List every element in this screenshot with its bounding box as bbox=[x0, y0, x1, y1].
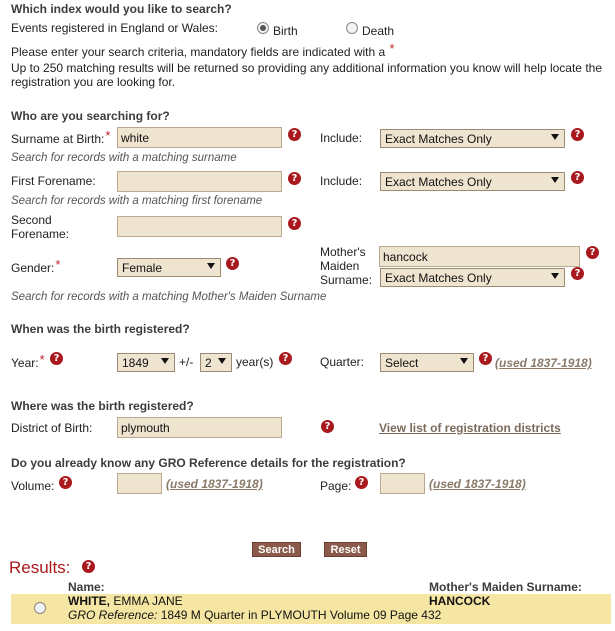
result-gro-label: GRO Reference: bbox=[68, 608, 158, 622]
plus-minus-label: +/- bbox=[179, 355, 194, 369]
surname-include-label: Include: bbox=[320, 131, 363, 145]
mmn-include-value: Exact Matches Only bbox=[385, 271, 492, 285]
mmn-input[interactable]: hancock bbox=[379, 246, 580, 267]
year-label bbox=[11, 352, 45, 370]
surname-include-help-icon[interactable]: ? bbox=[571, 128, 584, 141]
mandatory-text: Please enter your search criteria, mandatory fields are indicated with a bbox=[11, 45, 386, 59]
first-forename-help-icon[interactable]: ? bbox=[288, 172, 301, 185]
surname-label-text: Surname at Birth: bbox=[11, 132, 105, 146]
result-surname: WHITE, bbox=[68, 594, 110, 608]
second-forename-help-icon[interactable]: ? bbox=[288, 217, 301, 230]
quarter-select[interactable] bbox=[380, 353, 474, 372]
index-label: Events registered in England or Wales: bbox=[11, 21, 218, 35]
gender-help-icon[interactable]: ? bbox=[226, 257, 239, 270]
surname-input[interactable]: white bbox=[117, 127, 282, 148]
first-forename-input[interactable] bbox=[117, 171, 282, 192]
chevron-down-icon bbox=[161, 358, 169, 364]
quarter-label: Quarter: bbox=[320, 355, 365, 369]
year-label-text: Year: bbox=[11, 356, 39, 370]
year-help-icon[interactable]: ? bbox=[50, 352, 63, 365]
required-marker: * bbox=[39, 352, 45, 367]
result-name bbox=[68, 594, 183, 608]
mmn-label-2: Maiden bbox=[320, 259, 360, 273]
who-heading: Who are you searching for? bbox=[11, 109, 170, 123]
birth-radio[interactable] bbox=[257, 22, 269, 34]
volume-used-note[interactable]: (used 1837-1918) bbox=[166, 477, 263, 491]
surname-hint: Search for records with a matching surname bbox=[11, 152, 237, 164]
death-radio[interactable] bbox=[346, 22, 358, 34]
result-gro-reference bbox=[68, 608, 441, 622]
mmn-hint: Search for records with a matching Mother's Maiden Surname bbox=[11, 291, 327, 303]
mmn-label-3: Surname: bbox=[320, 273, 373, 287]
first-include-label: Include: bbox=[320, 174, 363, 188]
gender-value: Female bbox=[122, 261, 163, 275]
gender-select[interactable] bbox=[117, 258, 221, 277]
page-used-note[interactable]: (used 1837-1918) bbox=[429, 477, 526, 491]
year-select[interactable] bbox=[117, 353, 175, 372]
mmn-include-help-icon[interactable]: ? bbox=[571, 267, 584, 280]
results-note-2: registration you are looking for. bbox=[11, 75, 176, 89]
mmn-include-select[interactable] bbox=[380, 268, 565, 287]
reset-button[interactable]: Reset bbox=[324, 542, 367, 557]
year-range-help-icon[interactable]: ? bbox=[279, 352, 292, 365]
volume-help-icon[interactable]: ? bbox=[59, 476, 72, 489]
where-heading: Where was the birth registered? bbox=[11, 399, 194, 413]
surname-include-select[interactable] bbox=[380, 129, 565, 148]
first-forename-label: First Forename: bbox=[11, 174, 96, 188]
chevron-down-icon bbox=[460, 358, 468, 364]
birth-radio-label: Birth bbox=[273, 24, 298, 38]
quarter-help-icon[interactable]: ? bbox=[479, 352, 492, 365]
year-value: 1849 bbox=[122, 356, 149, 370]
quarter-used-note[interactable]: (used 1837-1918) bbox=[495, 356, 592, 370]
mmn-help-icon[interactable]: ? bbox=[586, 246, 599, 259]
second-forename-label-2: Forename: bbox=[11, 227, 70, 241]
volume-input[interactable] bbox=[117, 473, 162, 494]
page-input[interactable] bbox=[380, 473, 425, 494]
result-select-radio[interactable] bbox=[34, 602, 46, 614]
chevron-down-icon bbox=[551, 134, 559, 140]
gro-heading: Do you already know any GRO Reference details for the registration? bbox=[11, 456, 406, 470]
view-districts-link[interactable]: View list of registration districts bbox=[379, 421, 561, 435]
years-label: year(s) bbox=[236, 355, 274, 369]
quarter-value: Select bbox=[385, 356, 419, 370]
second-forename-label-1: Second bbox=[11, 213, 52, 227]
required-marker: * bbox=[55, 257, 61, 272]
when-heading: When was the birth registered? bbox=[11, 322, 190, 336]
second-forename-input[interactable] bbox=[117, 216, 282, 237]
chevron-down-icon bbox=[207, 263, 215, 269]
results-help-icon[interactable]: ? bbox=[82, 560, 95, 573]
gender-label bbox=[11, 257, 61, 275]
year-range-value: 2 bbox=[205, 356, 212, 370]
volume-label: Volume: bbox=[11, 479, 55, 493]
results-name-header: Name: bbox=[68, 580, 105, 594]
index-heading: Which index would you like to search? bbox=[11, 2, 232, 16]
page-label: Page: bbox=[320, 479, 352, 493]
chevron-down-icon bbox=[218, 358, 226, 364]
gender-label-text: Gender: bbox=[11, 261, 55, 275]
result-forenames: EMMA JANE bbox=[113, 594, 183, 608]
surname-include-value: Exact Matches Only bbox=[385, 132, 492, 146]
death-radio-label: Death bbox=[362, 24, 395, 38]
chevron-down-icon bbox=[551, 177, 559, 183]
mmn-label-1: Mother's bbox=[320, 245, 366, 259]
year-range-select[interactable] bbox=[200, 353, 232, 372]
surname-help-icon[interactable]: ? bbox=[288, 128, 301, 141]
result-mmn: HANCOCK bbox=[429, 594, 491, 608]
district-label: District of Birth: bbox=[11, 421, 93, 435]
mandatory-note bbox=[11, 41, 395, 59]
result-gro-value: 1849 M Quarter in PLYMOUTH Volume 09 Page 432 bbox=[160, 608, 442, 622]
results-note-1: Up to 250 matching results will be returned so providing any additional information you know will help locate the bbox=[11, 61, 602, 75]
required-marker: * bbox=[105, 128, 111, 143]
first-include-help-icon[interactable]: ? bbox=[571, 171, 584, 184]
first-forename-hint: Search for records with a matching first forename bbox=[11, 195, 263, 207]
district-help-icon[interactable]: ? bbox=[321, 420, 334, 433]
surname-label bbox=[11, 128, 111, 146]
page-help-icon[interactable]: ? bbox=[355, 476, 368, 489]
results-title: Results: bbox=[9, 558, 71, 577]
results-mmn-header: Mother's Maiden Surname: bbox=[429, 580, 582, 594]
first-include-value: Exact Matches Only bbox=[385, 175, 492, 189]
search-button[interactable]: Search bbox=[252, 542, 301, 557]
district-input[interactable]: plymouth bbox=[117, 417, 282, 438]
chevron-down-icon bbox=[551, 273, 559, 279]
first-include-select[interactable] bbox=[380, 172, 565, 191]
required-marker: * bbox=[389, 41, 395, 56]
